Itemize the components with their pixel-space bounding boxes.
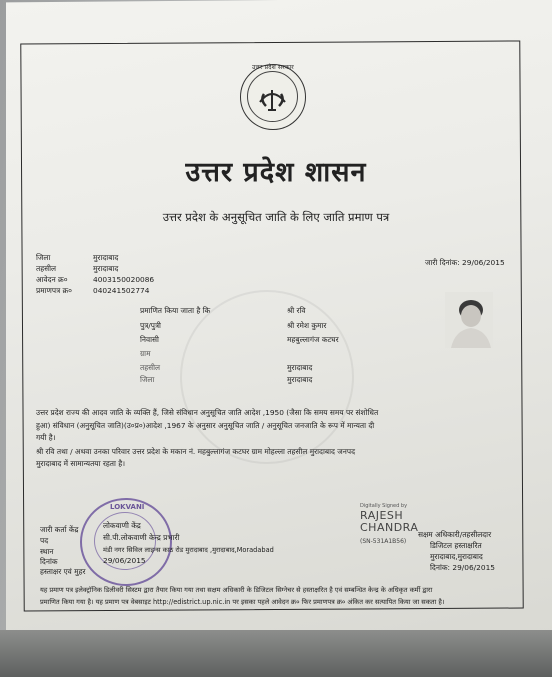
resident-value: महबुल्लागंज कटघर bbox=[287, 335, 339, 344]
certify-intro: प्रमाणित किया जाता है कि bbox=[140, 306, 211, 315]
issuer-date-value: 29/06/2015 bbox=[103, 556, 146, 565]
issuer-post-value: सी.पी.लोकवाणी केन्द्र प्रभारी bbox=[103, 533, 180, 542]
issuer-centre-label: जारी कर्ता केंद्र bbox=[40, 525, 79, 534]
footer-line-2: प्रमाणित किया गया है। यह प्रमाण पत्र वेबसाइट http://edistrict.up.nic.in पर इसका पहले आवेदन क्र० फिर प्रमाणपत्र क्र० अंकित कर सत्यापित किया जा सकता है। bbox=[40, 598, 445, 606]
officer-date: दिनांक: 29/06/2015 bbox=[430, 563, 495, 572]
body-line-2: हुआ) संविधान (अनुसूचित जाति)(उ०प्र०)आदेश ,1967 के अनुसार अनुसूचित जाति / अनुसूचित जनजाति के रूप में मान्यता दी bbox=[36, 421, 375, 430]
body-line-5: मुरादाबाद में सामान्यतया रहता है। bbox=[36, 459, 125, 468]
up-government-emblem bbox=[240, 64, 306, 130]
parent-label: पुत्र/पुत्री bbox=[140, 321, 161, 330]
body-line-1: उत्तर प्रदेश राज्य की आदव जाति के व्यक्ति हैं, जिसे संविधान अनुसूचित जाति आदेश ,1950 (जैसा कि समय समय पर संशोधित bbox=[36, 408, 379, 417]
person-tehsil-value: मुरादाबाद bbox=[287, 363, 313, 372]
body-line-4: श्री रवि तथा / अथवा उनका परिवार उत्तर प्रदेश के मकान नं. महबुल्लागंज कटघर ग्राम मोहल्ला तहसील मुरादाबाद जनपद bbox=[36, 447, 356, 456]
application-no-label: आवेदन क्र० bbox=[36, 275, 68, 284]
person-tehsil-label: तहसील bbox=[140, 363, 161, 372]
digital-sign-caption: Digitally Signed by bbox=[360, 503, 408, 509]
officer-digital-sign: डिजिटल हस्ताक्षरित bbox=[430, 541, 482, 550]
issue-date: जारी दिनांक: 29/06/2015 bbox=[425, 258, 505, 267]
signer-name-line1: RAJESH bbox=[360, 509, 404, 522]
signer-serial: (SN-531A1B56) bbox=[360, 538, 407, 545]
applicant-photo bbox=[445, 292, 493, 348]
document-subtitle: उत्तर प्रदेश के अनुसूचित जाति के लिए जाति प्रमाण पत्र bbox=[162, 210, 390, 224]
signer-name-line2: CHANDRA bbox=[360, 521, 419, 534]
footer-line-1: यह प्रमाण पत्र इलेक्ट्रॉनिक डिलीवरी सिस्टम द्वारा तैयार किया गया तथा सक्षम अधिकारी के डिजिटल सिग्नेचर से हस्ताक्षरित है एवं सम्बन्धित केन्द्र के अधिकृत कर्मी द्वारा bbox=[40, 586, 433, 594]
bottom-shadow bbox=[0, 630, 552, 677]
issuer-post-label: पद bbox=[40, 536, 49, 545]
watermark-seal bbox=[180, 290, 354, 464]
issuer-date-label: दिनांक bbox=[40, 557, 58, 566]
stamp-text: LOKVANI bbox=[110, 503, 145, 511]
issuer-place-label: स्थान bbox=[40, 547, 54, 556]
body-line-3: गयी है। bbox=[36, 433, 56, 442]
emblem-inner-ring bbox=[247, 71, 298, 122]
tehsil-value: मुरादाबाद bbox=[93, 264, 119, 273]
officer-title: सक्षम अधिकारी/तहसीलदार bbox=[418, 530, 492, 539]
officer-place: मुरादाबाद,मुरादाबाद bbox=[430, 552, 483, 561]
digital-signature bbox=[360, 510, 418, 534]
application-no-value: 4003150020086 bbox=[93, 275, 155, 284]
issuer-centre-value: लोकवाणी केंद्र bbox=[103, 521, 141, 530]
parent-name: श्री रमेश कुमार bbox=[287, 321, 327, 330]
document-title: उत्तर प्रदेश शासन bbox=[185, 157, 367, 188]
certificate-no-label: प्रमाणपत्र क्र० bbox=[36, 286, 73, 295]
district-value: मुरादाबाद bbox=[93, 253, 119, 262]
person-district-label: जिला bbox=[140, 375, 155, 384]
issuer-place-value: मंडी नगर सिविल लाइन्स काठ रोड मुरादाबाद ,मुरादाबाद,Moradabad bbox=[103, 546, 274, 554]
tehsil-label: तहसील bbox=[36, 264, 57, 273]
applicant-name: श्री रवि bbox=[287, 306, 306, 315]
certificate-no-value: 040241502774 bbox=[93, 286, 150, 295]
emblem-text: उत्तर प्रदेश सरकार bbox=[252, 64, 294, 71]
district-label: जिला bbox=[36, 253, 51, 262]
resident-label: निवासी bbox=[140, 335, 159, 344]
person-district-value: मुरादाबाद bbox=[287, 375, 313, 384]
emblem-fish-bow-icon bbox=[248, 72, 297, 121]
village-label: ग्राम bbox=[140, 349, 151, 358]
issuer-sign-label: हस्ताक्षर एवं मुहर bbox=[40, 567, 86, 576]
